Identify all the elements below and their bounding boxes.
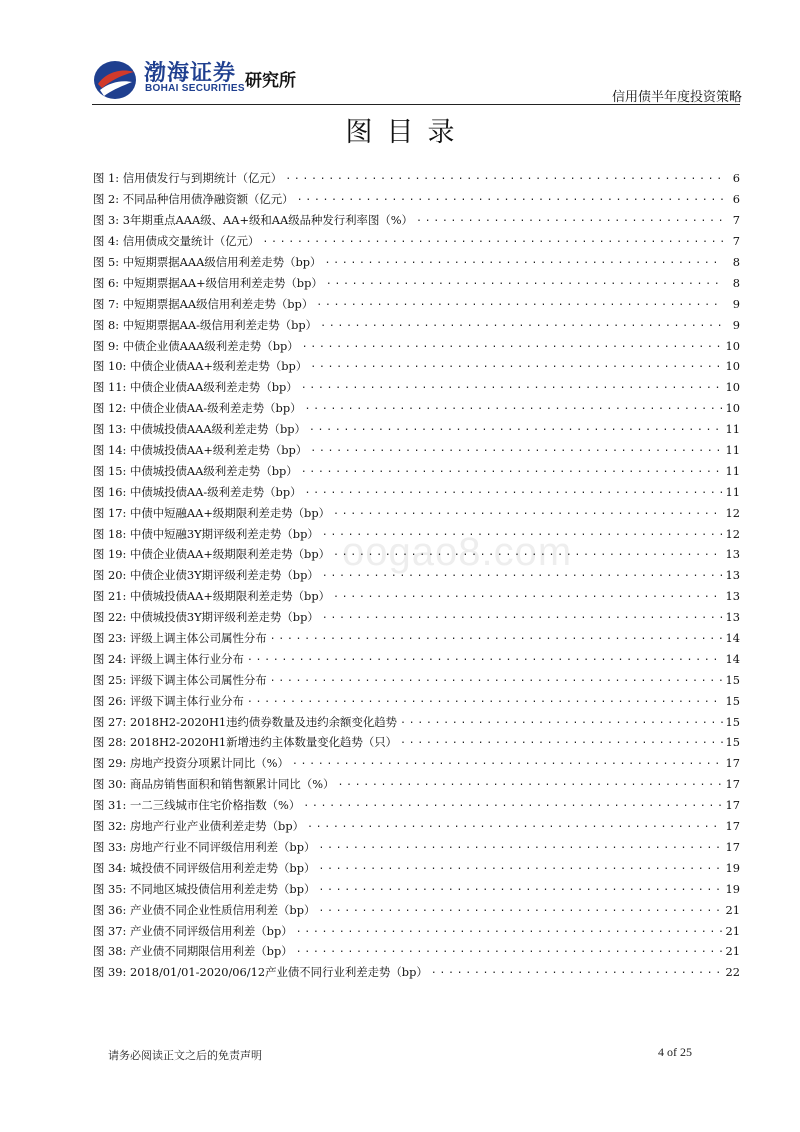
toc-entry-page: 17 — [725, 839, 740, 854]
toc-entry-page: 10 — [725, 359, 740, 374]
toc-entry[interactable] — [93, 669, 740, 690]
toc-entry-page: 15 — [725, 672, 740, 687]
toc-leader-dots — [305, 485, 723, 499]
toc-entry-label[interactable]: 图 39: 2018/01/01-2020/06/12产业债不同行业利差走势（bp） — [93, 965, 428, 980]
toc-entry[interactable] — [93, 899, 740, 920]
toc-entry-label[interactable]: 图 36: 产业债不同企业性质信用利差（bp） — [93, 902, 316, 917]
toc-entry[interactable] — [93, 440, 740, 461]
toc-leader-dots — [326, 276, 723, 290]
toc-entry-label[interactable]: 图 29: 房地产投资分项累计同比（%） — [93, 756, 289, 771]
toc-entry-page: 9 — [732, 317, 740, 332]
toc-entry-page: 11 — [725, 484, 740, 499]
table-of-figures — [93, 168, 740, 983]
toc-entry[interactable] — [93, 460, 740, 481]
institute-label: 研究所 — [245, 71, 296, 91]
toc-entry-page: 13 — [725, 568, 740, 583]
toc-entry[interactable] — [93, 377, 740, 398]
toc-entry-page: 19 — [725, 860, 740, 875]
watermark: oogao8.com — [342, 530, 573, 574]
toc-entry-label[interactable]: 图 10: 中债企业债AA+级利差走势（bp） — [93, 359, 308, 374]
toc-leader-dots — [322, 610, 723, 624]
toc-entry[interactable] — [93, 272, 740, 293]
toc-entry-label[interactable]: 图 13: 中债城投债AAA级利差走势（bp） — [93, 422, 306, 437]
toc-leader-dots — [400, 715, 722, 729]
toc-entry[interactable] — [93, 523, 740, 544]
toc-entry-label[interactable]: 图 4: 信用债成交量统计（亿元） — [93, 234, 260, 249]
toc-entry-label[interactable]: 图 1: 信用债发行与到期统计（亿元） — [93, 171, 283, 186]
toc-entry-label[interactable]: 图 30: 商品房销售面积和销售额累计同比（%） — [93, 777, 335, 792]
toc-entry[interactable] — [93, 231, 740, 252]
toc-entry[interactable] — [93, 335, 740, 356]
toc-entry[interactable] — [93, 607, 740, 628]
toc-leader-dots — [307, 819, 722, 833]
toc-leader-dots — [318, 882, 722, 896]
footer-page-number: 4 of 25 — [658, 1045, 692, 1059]
toc-entry-page: 17 — [725, 798, 740, 813]
toc-entry-label[interactable]: 图 35: 不同地区城投债信用利差走势（bp） — [93, 881, 316, 896]
toc-leader-dots — [247, 694, 723, 708]
toc-entry[interactable] — [93, 690, 740, 711]
logo-chinese-name: 渤海证券 — [144, 61, 237, 86]
toc-leader-dots — [310, 443, 722, 457]
toc-entry[interactable] — [93, 857, 740, 878]
toc-entry[interactable] — [93, 210, 740, 231]
toc-leader-dots — [320, 318, 723, 332]
toc-leader-dots — [318, 861, 722, 875]
toc-entry[interactable] — [93, 481, 740, 502]
header-divider — [92, 104, 740, 105]
toc-entry-page: 9 — [732, 296, 740, 311]
toc-entry-page: 10 — [725, 401, 740, 416]
toc-entry[interactable] — [93, 628, 740, 649]
toc-entry-label[interactable]: 图 19: 中债企业债AA+级期限利差走势（bp） — [93, 547, 331, 562]
bohai-logo-icon — [92, 58, 138, 102]
toc-leader-dots — [318, 840, 722, 854]
toc-entry-label[interactable]: 图 24: 评级上调主体行业分布 — [93, 651, 244, 666]
toc-entry-page: 17 — [725, 756, 740, 771]
toc-entry[interactable] — [93, 920, 740, 941]
toc-entry-label[interactable]: 图 7: 中短期票据AA级信用利差走势（bp） — [93, 296, 314, 311]
toc-leader-dots — [303, 798, 722, 812]
toc-leader-dots — [270, 631, 723, 645]
toc-entry[interactable] — [93, 795, 740, 816]
toc-entry-page: 14 — [725, 631, 740, 646]
toc-leader-dots — [310, 359, 722, 373]
toc-entry[interactable] — [93, 753, 740, 774]
toc-leader-dots — [333, 506, 722, 520]
toc-entry-label[interactable]: 图 26: 评级下调主体行业分布 — [93, 693, 244, 708]
toc-entry-page: 15 — [725, 714, 740, 729]
toc-entry-page: 6 — [732, 171, 740, 186]
toc-leader-dots — [296, 924, 723, 938]
page-title: 图目录 — [345, 117, 469, 148]
toc-entry-label[interactable]: 图 17: 中债中短融AA+级期限利差走势（bp） — [93, 505, 331, 520]
toc-entry-label[interactable]: 图 11: 中债企业债AA级利差走势（bp） — [93, 380, 298, 395]
toc-leader-dots — [337, 777, 722, 791]
toc-leader-dots — [247, 652, 723, 666]
toc-entry-label[interactable]: 图 31: 一二三线城市住宅价格指数（%） — [93, 798, 301, 813]
toc-entry-label[interactable]: 图 18: 中债中短融3Y期评级利差走势（bp） — [93, 526, 319, 541]
toc-leader-dots — [316, 297, 723, 311]
toc-entry-page: 15 — [725, 693, 740, 708]
toc-entry-label[interactable]: 图 8: 中短期票据AA-级信用利差走势（bp） — [93, 317, 318, 332]
toc-entry[interactable] — [93, 189, 740, 210]
toc-entry-label[interactable]: 图 16: 中债城投债AA-级利差走势（bp） — [93, 484, 302, 499]
toc-entry-label[interactable]: 图 28: 2018H2-2020H1新增违约主体数量变化趋势（只） — [93, 735, 398, 750]
toc-leader-dots — [305, 401, 723, 415]
toc-entry-label[interactable]: 图 25: 评级下调主体公司属性分布 — [93, 672, 267, 687]
toc-entry-label[interactable]: 图 5: 中短期票据AAA级信用利差走势（bp） — [93, 255, 322, 269]
toc-entry-page: 11 — [725, 443, 740, 458]
toc-entry-label[interactable]: 图 22: 中债城投债3Y期评级利差走势（bp） — [93, 610, 319, 625]
toc-entry-page: 7 — [732, 213, 740, 228]
toc-leader-dots — [297, 192, 723, 206]
toc-leader-dots — [333, 547, 722, 561]
toc-leader-dots — [322, 568, 723, 582]
toc-entry-label[interactable]: 图 15: 中债城投债AA级利差走势（bp） — [93, 463, 298, 478]
toc-entry-label[interactable]: 图 27: 2018H2-2020H1违约债券数量及违约余额变化趋势 — [93, 714, 398, 729]
toc-leader-dots — [302, 339, 723, 353]
toc-entry-page: 17 — [725, 777, 740, 792]
toc-entry-label[interactable]: 图 38: 产业债不同期限信用利差（bp） — [93, 944, 293, 959]
toc-leader-dots — [285, 171, 723, 185]
toc-entry-page: 15 — [725, 735, 740, 750]
toc-entry[interactable] — [93, 586, 740, 607]
toc-entry-page: 11 — [725, 463, 740, 478]
toc-entry[interactable] — [93, 398, 740, 419]
toc-entry-page: 12 — [725, 505, 740, 520]
toc-entry[interactable] — [93, 544, 740, 565]
toc-entry[interactable] — [93, 168, 740, 189]
page-header — [92, 52, 742, 104]
toc-entry[interactable] — [93, 962, 740, 983]
report-title: 信用债半年度投资策略 — [611, 90, 742, 105]
toc-entry[interactable] — [93, 293, 740, 314]
toc-entry[interactable] — [93, 941, 740, 962]
toc-entry-label[interactable]: 图 3: 3年期重点AAA级、AA+级和AA级品种发行利率图（%） — [93, 213, 413, 228]
toc-leader-dots — [318, 903, 722, 917]
toc-entry-label[interactable]: 图 34: 城投债不同评级信用利差走势（bp） — [93, 860, 316, 875]
toc-entry-page: 13 — [725, 589, 740, 604]
toc-entry-page: 21 — [725, 923, 740, 938]
toc-entry[interactable] — [93, 565, 740, 586]
toc-leader-dots — [416, 213, 723, 227]
toc-entry[interactable] — [93, 419, 740, 440]
toc-entry-label[interactable]: 图 33: 房地产行业不同评级信用利差（bp） — [93, 839, 316, 854]
toc-entry-page: 6 — [732, 192, 740, 207]
toc-entry-label[interactable]: 图 9: 中债企业债AAA级利差走势（bp） — [93, 338, 299, 353]
toc-entry[interactable] — [93, 711, 740, 732]
toc-leader-dots — [301, 464, 723, 478]
toc-entry-label[interactable]: 图 21: 中债城投债AA+级期限利差走势（bp） — [93, 589, 331, 604]
toc-entry-page: 10 — [725, 380, 740, 395]
toc-entry-page: 19 — [725, 881, 740, 896]
toc-entry-label[interactable]: 图 14: 中债城投债AA+级利差走势（bp） — [93, 443, 308, 458]
toc-entry[interactable] — [93, 314, 740, 335]
toc-entry-label[interactable]: 图 23: 评级上调主体公司属性分布 — [93, 631, 267, 646]
toc-leader-dots — [324, 255, 723, 269]
toc-entry-page: 17 — [725, 819, 740, 834]
toc-entry[interactable] — [93, 816, 740, 837]
toc-leader-dots — [400, 735, 722, 749]
toc-leader-dots — [431, 965, 723, 979]
toc-entry-page: 14 — [725, 651, 740, 666]
toc-entry[interactable] — [93, 356, 740, 377]
toc-entry-label[interactable]: 图 32: 房地产行业产业债利差走势（bp） — [93, 819, 305, 834]
toc-leader-dots — [262, 234, 723, 248]
toc-entry-page: 21 — [725, 902, 740, 917]
toc-leader-dots — [292, 756, 723, 770]
footer-disclaimer: 请务必阅读正文之后的免责声明 — [108, 1049, 262, 1062]
toc-entry-page: 8 — [732, 275, 740, 290]
toc-entry-page: 7 — [732, 234, 740, 249]
toc-entry-label[interactable]: 图 12: 中债企业债AA-级利差走势（bp） — [93, 401, 302, 416]
toc-entry-page: 10 — [725, 338, 740, 353]
toc-entry[interactable] — [93, 502, 740, 523]
toc-entry-page: 21 — [725, 944, 740, 959]
toc-entry-page: 12 — [725, 526, 740, 541]
toc-leader-dots — [296, 944, 723, 958]
toc-entry-page: 13 — [725, 610, 740, 625]
logo-english-name: BOHAI SECURITIES — [145, 83, 245, 94]
toc-entry-page: 8 — [732, 255, 740, 269]
toc-leader-dots — [309, 422, 723, 436]
toc-entry-label[interactable]: 图 6: 中短期票据AA+级信用利差走势（bp） — [93, 275, 323, 290]
toc-entry-page: 13 — [725, 547, 740, 562]
toc-leader-dots — [333, 589, 722, 603]
toc-entry-label[interactable]: 图 20: 中债企业债3Y期评级利差走势（bp） — [93, 568, 319, 583]
toc-entry[interactable] — [93, 878, 740, 899]
toc-entry-label[interactable]: 图 37: 产业债不同评级信用利差（bp） — [93, 923, 293, 938]
toc-entry-page: 11 — [725, 422, 740, 437]
toc-entry-page: 22 — [725, 965, 740, 980]
toc-entry[interactable] — [93, 732, 740, 753]
toc-leader-dots — [270, 673, 723, 687]
toc-entry[interactable] — [93, 252, 740, 273]
toc-entry-label[interactable]: 图 2: 不同品种信用债净融资额（亿元） — [93, 192, 294, 207]
toc-leader-dots — [301, 380, 723, 394]
toc-entry[interactable] — [93, 837, 740, 858]
toc-entry[interactable] — [93, 648, 740, 669]
toc-entry[interactable] — [93, 774, 740, 795]
toc-leader-dots — [322, 527, 723, 541]
